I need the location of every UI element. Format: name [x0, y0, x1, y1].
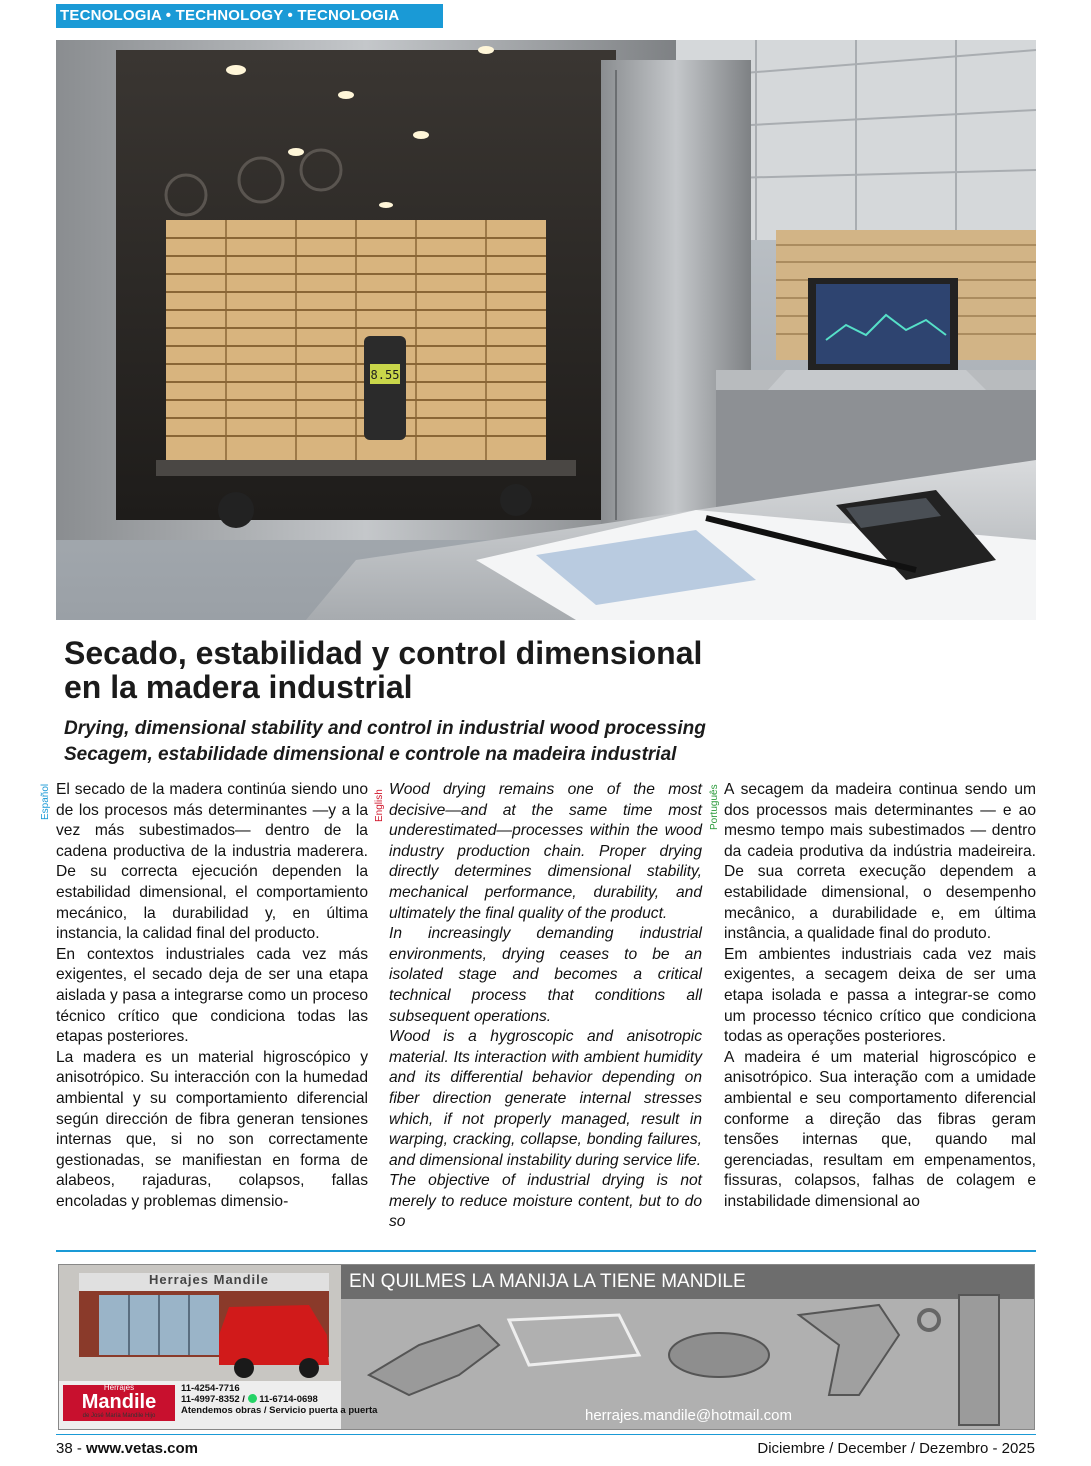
- column-english: [389, 780, 702, 1233]
- advertisement: [58, 1264, 1035, 1430]
- logo-small-text: Herrajes: [103, 1383, 135, 1392]
- language-label-pt: Português: [709, 784, 720, 830]
- column-spanish: [56, 780, 368, 1212]
- website-link[interactable]: www.vetas.com: [86, 1440, 199, 1457]
- phone-3: 11-6714-0698: [259, 1394, 318, 1405]
- ad-contact: [181, 1383, 377, 1416]
- article-title: [64, 636, 1024, 704]
- logo-name: Mandile: [81, 1391, 157, 1413]
- phone-2: 11-4997-8352 /: [181, 1394, 245, 1405]
- phone-line-2: [181, 1394, 377, 1405]
- mandile-logo: [63, 1383, 175, 1420]
- divider-top: [56, 1250, 1036, 1252]
- store-sign: Herrajes Mandile: [148, 1272, 270, 1287]
- footer-date: Diciembre / December / Dezembro - 2025: [757, 1440, 1035, 1457]
- services-text: Atendemos obras / Servicio puerta a puerta: [181, 1405, 378, 1416]
- paragraph: A madeira é um material higroscópico e anisotrópico. Sua interação com a umidade ambiental e seu comportamento diferencial conforme a direção das fibras geram tensões internas que, quando mal gerenciadas, resultam em empenamentos, fissuras, colapsos, falhas de colagem e instabilidade dimensional ao: [724, 1048, 1036, 1210]
- paragraph: Em ambientes industriais cada vez mais exigentes, a secagem deixa de ser uma etapa isolada e passa a integrar-se como um processo técnico crítico que condiciona todas as operações posteriores.: [724, 945, 1036, 1046]
- phone-1: 11-4254-7716: [181, 1383, 240, 1394]
- language-label-es: Español: [40, 783, 51, 820]
- paragraph: En contextos industriales cada vez más exigentes, el secado deja de ser una etapa aislada y pasa a integrarse como un proceso técnico crítico que condiciona todas las etapas posteriores.: [56, 945, 368, 1046]
- paragraph: A secagem da madeira continua sendo um dos processos mais determinantes — e ao mesmo tempo mais subestimados — dentro da cadeia produtiva da indústria madeireira. De sua correta execução dependem a estabilidade dimensional, o desempenho mecânico, a durabilidade e, em última instância, a qualidade final do produto.: [724, 781, 1036, 943]
- meter-display-text: 8.55: [370, 368, 400, 382]
- language-label-en: English: [374, 789, 385, 822]
- ad-email: herrajes.mandile@hotmail.com: [585, 1407, 792, 1424]
- hero-image: [56, 40, 1036, 620]
- column-portuguese: [724, 780, 1036, 1212]
- footer-left: [56, 1440, 198, 1457]
- article-title-line1: Secado, estabilidad y control dimensional: [64, 635, 703, 671]
- page-number: 38 -: [56, 1440, 82, 1457]
- section-banner: TECNOLOGIA • TECHNOLOGY • TECNOLOGIA: [56, 4, 443, 28]
- divider-bottom: [56, 1434, 1036, 1435]
- whatsapp-icon: [248, 1394, 257, 1403]
- ad-headline: EN QUILMES LA MANIJA LA TIENE MANDILE: [349, 1271, 746, 1292]
- paragraph: El secado de la madera continúa siendo uno de los procesos más determinantes —y a la vez más subestimados— dentro de la cadena productiva de la industria maderera. De su correcta ejecución dependen la estabilidad dimensional, el comportamiento mecánico, la durabilidad y, en última instancia, la calidad final del producto.: [56, 781, 368, 943]
- article-title-line2: en la madera industrial: [64, 669, 413, 705]
- paragraph: Wood drying remains one of the most decisive—and at the same time most underestimated—processes within the wood industry production chain. Proper drying directly determines dimensional stability, mechanical performance, durability, and ultimately the final quality of the product.: [389, 781, 702, 922]
- subtitle-portuguese: Secagem, estabilidade dimensional e controle na madeira industrial: [64, 744, 677, 765]
- paragraph: Wood is a hygroscopic and anisotropic material. Its interaction with ambient humidity and its differential behavior depending on fiber direction generate internal stresses which, if not properly managed, result in warping, cracking, collapse, bonding failures, and dimensional instability during service life.: [389, 1028, 702, 1169]
- article-subtitles: [64, 716, 1044, 768]
- paragraph: In increasingly demanding industrial environments, drying ceases to be an isolated stage and becomes a critical technical process that conditions all subsequent operations.: [389, 925, 702, 1025]
- subtitle-english: Drying, dimensional stability and control in industrial wood processing: [64, 718, 706, 739]
- paragraph: The objective of industrial drying is not merely to reduce moisture content, but to do so: [389, 1172, 702, 1231]
- logo-subtext: de José María Mandile Hijo: [82, 1413, 156, 1419]
- paragraph: La madera es un material higroscópico y anisotrópico. Su interacción con la humedad ambiental y su comportamiento diferencial según dirección de fibra generan tensiones internas que, si no son correctamente gestionadas, se manifiestan en forma de alabeos, rajaduras, colapsos, fallas encoladas y problemas dimensio-: [56, 1048, 368, 1210]
